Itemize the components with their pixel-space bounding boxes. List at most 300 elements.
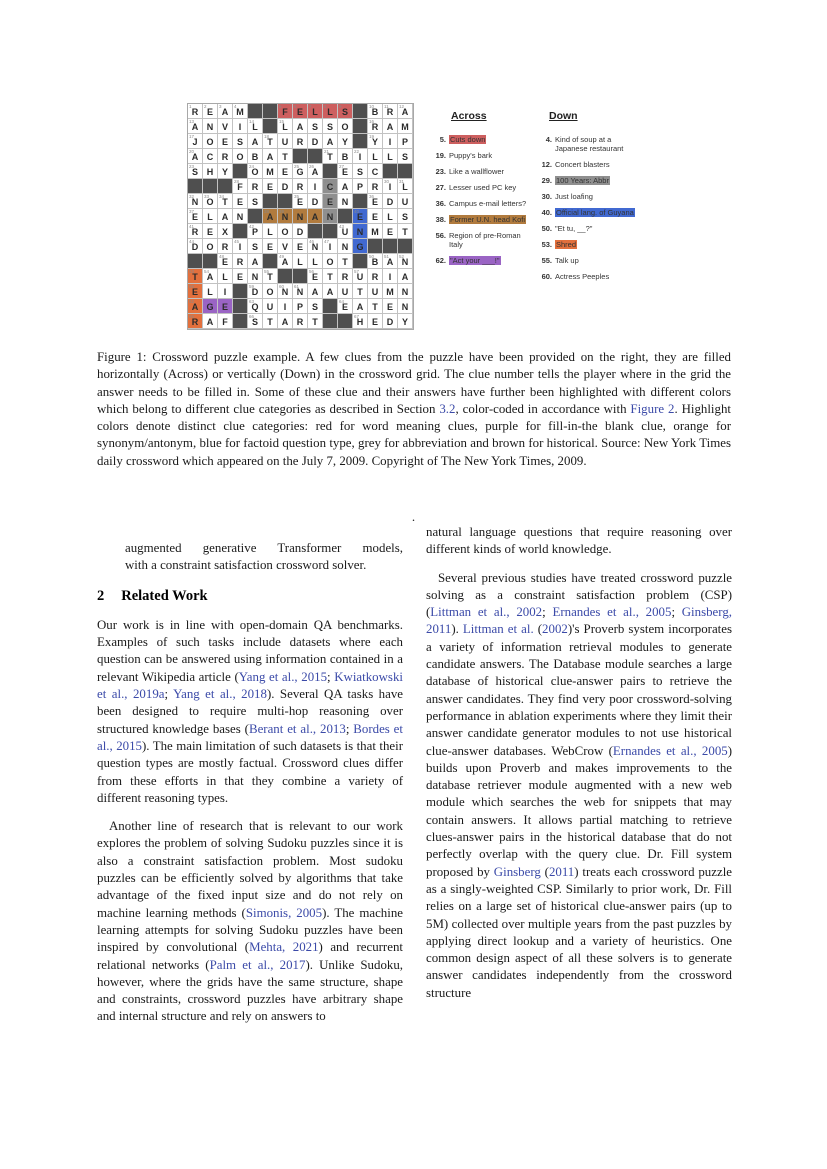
letter-cell	[248, 239, 263, 254]
letter-cell	[383, 224, 398, 239]
citation-link[interactable]: Ernandes et al., 2005	[552, 605, 672, 620]
cell-number: 2	[204, 104, 207, 109]
cell-letter: I	[283, 302, 287, 312]
letter-cell	[263, 239, 278, 254]
letter-cell	[203, 134, 218, 149]
cell-number: 61	[294, 284, 300, 289]
text-run: ;	[345, 721, 354, 736]
cell-letter: S	[401, 212, 408, 222]
clue-text: Campus e-mail letters?	[449, 199, 527, 208]
cell-letter: E	[371, 317, 378, 327]
letter-cell	[203, 269, 218, 284]
cell-letter: T	[267, 317, 273, 327]
cell-letter: A	[221, 107, 229, 117]
letter-cell	[203, 284, 218, 299]
letter-cell	[203, 164, 218, 179]
citation-link[interactable]: Palm et al., 2017	[209, 957, 306, 972]
letter-cell	[293, 284, 308, 299]
cell-letter: Y	[371, 137, 378, 147]
citation-link[interactable]: 2011	[548, 864, 575, 879]
letter-cell	[398, 299, 413, 314]
cell-letter: I	[223, 287, 227, 297]
cell-letter: E	[191, 287, 198, 297]
letter-cell	[398, 179, 413, 194]
letter-cell	[368, 209, 383, 224]
citation-link[interactable]: Figure 2	[630, 401, 675, 416]
letter-cell	[218, 269, 233, 284]
cell-number: 45	[234, 239, 240, 244]
cell-letter: D	[296, 227, 304, 237]
cell-number: 24	[249, 164, 255, 169]
cell-letter: A	[281, 257, 289, 267]
letter-cell	[203, 224, 218, 239]
cell-letter: A	[251, 257, 259, 267]
letter-cell	[218, 299, 233, 314]
letter-cell	[248, 224, 263, 239]
cell-letter: D	[386, 317, 394, 327]
cell-letter: E	[191, 212, 198, 222]
cell-letter: L	[252, 122, 258, 132]
clue-text: Kind of soup at a Japanese restaurant	[555, 135, 624, 153]
cell-number: 38	[264, 209, 270, 214]
letter-cell	[353, 239, 368, 254]
cell-number: 28	[234, 179, 240, 184]
cell-letter: E	[236, 272, 243, 282]
letter-cell	[263, 164, 278, 179]
cell-letter: L	[222, 272, 228, 282]
cell-number: 47	[324, 239, 330, 244]
letter-cell	[383, 134, 398, 149]
cell-letter: E	[206, 227, 213, 237]
letter-cell	[293, 119, 308, 134]
cell-number: 50	[369, 254, 375, 259]
letter-cell	[338, 239, 353, 254]
black-cell	[368, 239, 383, 254]
cell-letter: I	[328, 242, 332, 252]
clue-text: Shred	[556, 240, 577, 249]
cell-letter: Y	[401, 317, 408, 327]
citation-link[interactable]: Littman et al.	[462, 622, 534, 637]
across-clue-list	[431, 135, 535, 265]
clue-item	[431, 231, 535, 249]
letter-cell	[323, 179, 338, 194]
letter-cell	[263, 149, 278, 164]
cell-letter: R	[191, 317, 199, 327]
cell-letter: I	[313, 182, 317, 192]
cell-letter: L	[207, 212, 213, 222]
clue-text: Cuts down	[450, 135, 486, 144]
letter-cell	[398, 284, 413, 299]
letter-cell	[368, 314, 383, 329]
cell-letter: N	[296, 212, 304, 222]
letter-cell	[323, 149, 338, 164]
right-column-text	[426, 524, 732, 1002]
text-run: ).	[451, 622, 463, 637]
cell-letter: T	[402, 227, 408, 237]
cell-letter: H	[206, 167, 214, 177]
cell-letter: D	[386, 197, 394, 207]
citation-link[interactable]: 3.2	[439, 401, 456, 416]
cell-letter: R	[296, 317, 304, 327]
citation-link[interactable]: Mehta, 2021	[249, 940, 319, 955]
letter-cell	[248, 314, 263, 329]
cell-letter: L	[282, 122, 288, 132]
cell-letter: N	[356, 227, 364, 237]
contribution-line: augmented generative Transformer models,	[125, 541, 403, 555]
black-cell	[353, 194, 368, 209]
letter-cell	[368, 104, 383, 119]
letter-cell	[323, 239, 338, 254]
cell-letter: N	[191, 197, 199, 207]
cell-letter: C	[326, 182, 334, 192]
clue-number: 53.	[541, 240, 552, 249]
letter-cell	[293, 224, 308, 239]
cell-letter: T	[267, 272, 273, 282]
letter-cell	[368, 194, 383, 209]
cell-number: 55	[264, 269, 270, 274]
letter-cell	[233, 209, 248, 224]
text-run: ). The main limitation of such datasets is that their question types are mostly factual. Crossword clues differ from these efforts in that they combine a variety of different reasoning types.	[97, 738, 403, 805]
clue-text: Former U.N. head Kofi	[450, 215, 526, 224]
cell-letter: B	[371, 257, 379, 267]
clue-text: Official lang. of Guyana	[556, 208, 634, 217]
cell-letter: O	[326, 257, 334, 267]
cell-letter: R	[221, 152, 229, 162]
black-cell	[233, 164, 248, 179]
cell-number: 18	[264, 134, 270, 139]
letter-cell	[383, 254, 398, 269]
letter-cell	[383, 119, 398, 134]
letter-cell	[263, 284, 278, 299]
citation-link[interactable]: Berant et al., 2013	[248, 721, 346, 736]
black-cell	[383, 164, 398, 179]
cell-letter: H	[356, 317, 364, 327]
black-cell	[353, 134, 368, 149]
contribution-line: with a constraint satisfaction crossword solver.	[125, 558, 367, 573]
letter-cell	[233, 239, 248, 254]
cell-number: 60	[279, 284, 285, 289]
letter-cell	[233, 269, 248, 284]
letter-cell	[308, 299, 323, 314]
cell-number: 42	[249, 224, 255, 229]
black-cell	[353, 119, 368, 134]
clue-number: 29.	[541, 176, 552, 185]
cell-number: 12	[399, 104, 405, 109]
letter-cell	[188, 284, 203, 299]
cell-number: 22	[354, 149, 360, 154]
letter-cell	[383, 299, 398, 314]
letter-cell	[368, 149, 383, 164]
letter-cell	[338, 269, 353, 284]
cell-letter: S	[401, 152, 408, 162]
citation-link[interactable]: Ginsberg, 2011	[426, 605, 732, 637]
letter-cell	[323, 104, 338, 119]
letter-cell	[218, 254, 233, 269]
paragraph	[97, 818, 403, 1026]
letter-cell	[218, 314, 233, 329]
letter-cell	[353, 224, 368, 239]
cell-letter: A	[191, 152, 199, 162]
cell-letter: S	[341, 107, 348, 117]
text-run: , color-coded in accordance with	[455, 401, 631, 416]
letter-cell	[383, 179, 398, 194]
cell-number: 52	[399, 254, 405, 259]
letter-cell	[188, 149, 203, 164]
letter-cell	[278, 314, 293, 329]
letter-cell	[233, 179, 248, 194]
cell-letter: A	[251, 137, 259, 147]
letter-cell	[353, 179, 368, 194]
cell-letter: G	[356, 242, 364, 252]
letter-cell	[383, 209, 398, 224]
cell-letter: N	[281, 212, 289, 222]
letter-cell	[203, 119, 218, 134]
cell-number: 65	[189, 314, 195, 319]
clue-item	[431, 151, 535, 160]
cell-number: 39	[279, 209, 285, 214]
letter-cell	[368, 134, 383, 149]
letter-cell	[293, 254, 308, 269]
letter-cell	[308, 284, 323, 299]
cell-number: 57	[354, 269, 360, 274]
right-column	[426, 524, 732, 1002]
letter-cell	[233, 104, 248, 119]
letter-cell	[308, 209, 323, 224]
cell-letter: L	[312, 107, 318, 117]
cell-letter: T	[267, 137, 273, 147]
clue-item	[431, 135, 535, 144]
letter-cell	[368, 269, 383, 284]
cell-letter: R	[191, 107, 199, 117]
letter-cell	[308, 194, 323, 209]
citation-link[interactable]: Kwiatkowski et al., 2019a	[97, 669, 403, 702]
cell-number: 20	[189, 149, 195, 154]
cell-letter: D	[251, 287, 259, 297]
cell-letter: U	[266, 302, 274, 312]
letter-cell	[353, 149, 368, 164]
text-run: ;	[671, 605, 682, 620]
letter-cell	[203, 104, 218, 119]
letter-cell	[383, 194, 398, 209]
letter-cell	[248, 149, 263, 164]
cell-number: 40	[354, 209, 360, 214]
cell-letter: U	[281, 137, 289, 147]
cell-number: 58	[189, 284, 195, 289]
clue-text: "Et tu, __?"	[555, 224, 593, 233]
cell-number: 46	[309, 239, 315, 244]
citation-link[interactable]: Ginsberg	[493, 864, 541, 879]
clue-item	[537, 192, 637, 201]
left-column-text	[97, 617, 403, 1026]
letter-cell	[188, 299, 203, 314]
letter-cell	[218, 284, 233, 299]
clue-number: 12.	[541, 160, 552, 169]
cell-letter: A	[311, 167, 319, 177]
cell-letter: A	[266, 152, 274, 162]
cell-number: 26	[309, 164, 315, 169]
cell-letter: E	[386, 302, 393, 312]
cell-letter: N	[251, 272, 259, 282]
letter-cell	[188, 194, 203, 209]
cell-letter: S	[311, 122, 318, 132]
cell-letter: A	[221, 212, 229, 222]
cell-letter: B	[251, 152, 259, 162]
clue-number: 36.	[435, 199, 446, 208]
citation-link[interactable]: Yang et al., 2018	[173, 687, 267, 702]
cell-number: 31	[399, 179, 405, 184]
citation-link[interactable]: Yang et al., 2015	[238, 669, 328, 684]
cell-letter: A	[296, 122, 304, 132]
letter-cell	[308, 134, 323, 149]
letter-cell	[218, 104, 233, 119]
cell-number: 1	[189, 104, 192, 109]
cell-number: 33	[204, 194, 210, 199]
cell-letter: E	[281, 167, 288, 177]
paragraph	[97, 617, 403, 807]
clue-number: 23.	[435, 167, 446, 176]
letter-cell	[293, 209, 308, 224]
cell-number: 63	[249, 299, 255, 304]
cell-letter: A	[206, 317, 214, 327]
cell-number: 62	[189, 299, 195, 304]
cell-letter: A	[206, 272, 214, 282]
cell-letter: G	[296, 167, 304, 177]
letter-cell	[338, 134, 353, 149]
text-run: Figure 1: Crossword puzzle example. A few clues from the puzzle have been provided on the right, they are filled horizontally (Across) or vertically (Down) in the crossword grid. The clue number tells the player where in the grid the answer needs to be filled in. Some of these clue and their answers have further been highlighted with different colors which belong to different clue categories as described in Section	[97, 350, 731, 416]
cell-number: 15	[279, 119, 285, 124]
letter-cell	[308, 164, 323, 179]
black-cell	[233, 299, 248, 314]
citation-link[interactable]: Littman et al., 2002	[430, 605, 543, 620]
text-run: ). Several QA tasks have been designed to require multi-hop reasoning over structured knowledge bases (	[97, 687, 404, 736]
letter-cell	[263, 314, 278, 329]
cell-number: 23	[189, 164, 195, 169]
cell-letter: I	[388, 182, 392, 192]
clue-text: Just loafing	[555, 192, 593, 201]
letter-cell	[398, 134, 413, 149]
crossword-grid	[187, 103, 414, 330]
clue-number: 50.	[541, 224, 552, 233]
cell-letter: D	[191, 242, 199, 252]
black-cell	[263, 104, 278, 119]
citation-link[interactable]: Ernandes et al., 2005	[612, 743, 728, 758]
cell-letter: E	[311, 272, 318, 282]
cell-letter: D	[311, 137, 319, 147]
cell-letter: E	[356, 212, 363, 222]
black-cell	[323, 224, 338, 239]
cell-number: 66	[249, 314, 255, 319]
clue-number: 19.	[435, 151, 446, 160]
cell-letter: A	[341, 182, 349, 192]
clue-item	[537, 176, 637, 185]
letter-cell	[383, 149, 398, 164]
cell-letter: A	[326, 137, 334, 147]
cell-letter: E	[296, 242, 303, 252]
citation-link[interactable]: 2002	[542, 622, 568, 637]
letter-cell	[293, 179, 308, 194]
cell-letter: N	[206, 122, 214, 132]
black-cell	[233, 224, 248, 239]
cell-letter: T	[357, 287, 363, 297]
letter-cell	[248, 299, 263, 314]
cell-letter: C	[371, 167, 379, 177]
black-cell	[383, 239, 398, 254]
letter-cell	[323, 284, 338, 299]
cell-letter: X	[221, 227, 228, 237]
black-cell	[278, 194, 293, 209]
letter-cell	[323, 209, 338, 224]
letter-cell	[368, 299, 383, 314]
letter-cell	[203, 299, 218, 314]
clue-text: Actress Peeples	[555, 272, 610, 281]
letter-cell	[398, 104, 413, 119]
cell-number: 34	[219, 194, 225, 199]
clue-text: Region of pre-Roman Italy	[449, 231, 521, 249]
letter-cell	[248, 119, 263, 134]
cell-letter: U	[341, 287, 349, 297]
black-cell	[353, 104, 368, 119]
cell-letter: D	[281, 182, 289, 192]
citation-link[interactable]: Simonis, 2005	[245, 905, 323, 920]
clue-text: Puppy's bark	[449, 151, 493, 160]
cell-letter: R	[251, 182, 259, 192]
black-cell	[188, 179, 203, 194]
letter-cell	[248, 284, 263, 299]
cell-number: 21	[324, 149, 330, 154]
letter-cell	[278, 224, 293, 239]
cell-letter: L	[267, 227, 273, 237]
letter-cell	[368, 224, 383, 239]
clue-number: 55.	[541, 256, 552, 265]
cell-letter: G	[206, 302, 214, 312]
black-cell	[263, 254, 278, 269]
letter-cell	[338, 164, 353, 179]
section-title: Related Work	[121, 587, 208, 604]
cell-letter: E	[296, 107, 303, 117]
cell-letter: L	[372, 152, 378, 162]
cell-letter: L	[402, 182, 408, 192]
text-run: Another line of research that is relevant to our work explores the problem of solving Sudoku puzzles since it is also a constraint satisfaction problem. Most sudoku puzzles can be efficiently solved by algorithms that take advantage of the fixed input size and do not rely on machine learning methods (	[97, 819, 403, 920]
letter-cell	[233, 119, 248, 134]
clue-number: 30.	[541, 192, 552, 201]
clue-number: 60.	[541, 272, 552, 281]
letter-cell	[338, 194, 353, 209]
cell-number: 16	[369, 119, 375, 124]
letter-cell	[293, 314, 308, 329]
cell-letter: T	[327, 272, 333, 282]
letter-cell	[263, 209, 278, 224]
clue-text: "Act your ___!"	[450, 256, 500, 265]
down-heading: Down	[549, 110, 578, 122]
letter-cell	[263, 269, 278, 284]
letter-cell	[353, 269, 368, 284]
text-run: ;	[164, 687, 174, 702]
letter-cell	[188, 119, 203, 134]
cell-letter: B	[371, 107, 379, 117]
letter-cell	[293, 194, 308, 209]
cell-number: 7	[309, 104, 312, 109]
cell-letter: S	[251, 317, 258, 327]
cell-letter: Y	[341, 137, 348, 147]
cell-number: 37	[189, 209, 195, 214]
black-cell	[233, 284, 248, 299]
cell-letter: S	[251, 242, 258, 252]
cell-letter: T	[222, 197, 228, 207]
clue-item	[537, 256, 637, 265]
citation-link[interactable]: Bordes et al., 2015	[97, 721, 403, 753]
cell-letter: F	[222, 317, 228, 327]
cell-number: 10	[369, 104, 375, 109]
